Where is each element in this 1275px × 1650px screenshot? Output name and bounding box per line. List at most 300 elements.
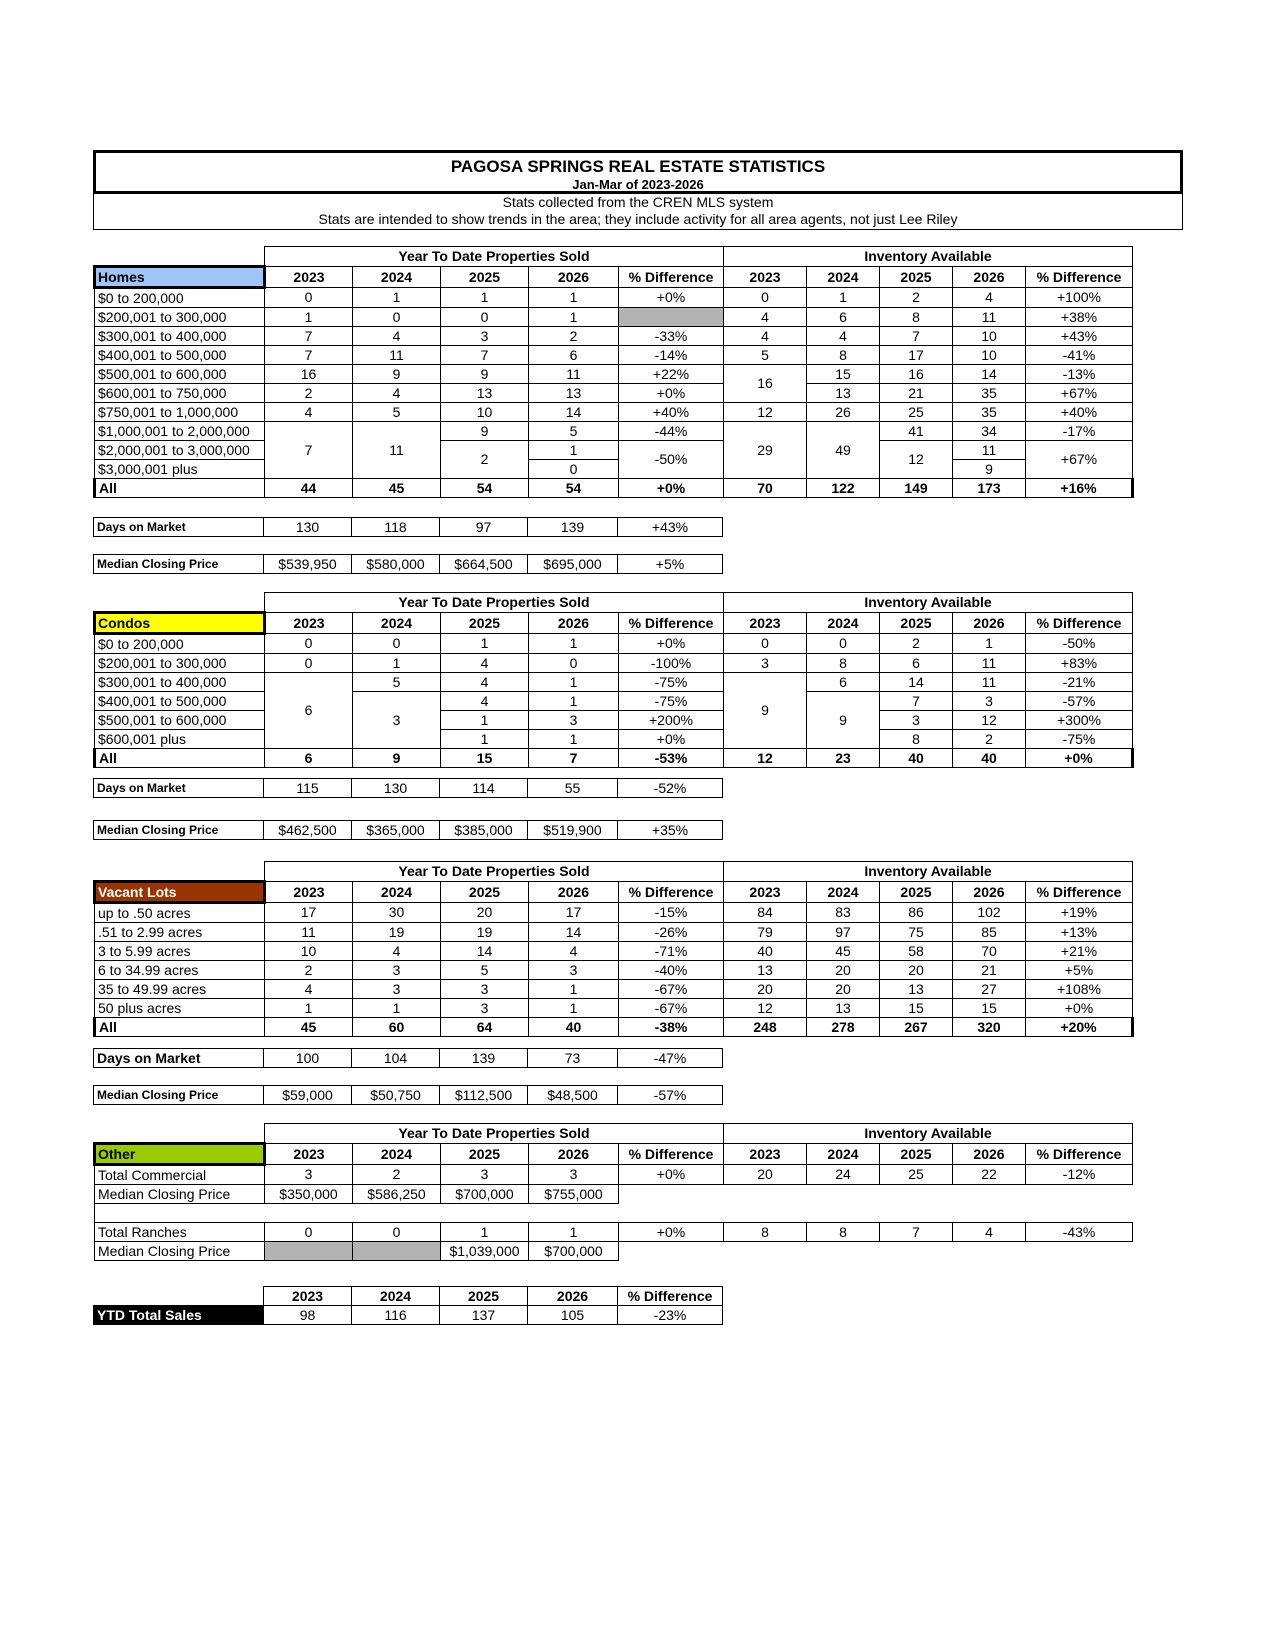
year-header: 2026 [953,612,1026,633]
cell: $700,000 [441,1184,529,1203]
cell: -75% [619,691,724,710]
cell: 2 [353,1164,441,1184]
cell-merged: 16 [724,364,807,402]
cell: 9 [353,748,441,767]
row-label: Days on Market [94,518,264,537]
year-header: 2026 [528,1287,618,1306]
year-header: 2025 [880,1143,953,1164]
table-row [95,440,1133,459]
cell: 6 [807,672,880,691]
cell: 0 [807,633,880,653]
cell: 8 [880,307,953,326]
vacant-lots-table [93,861,1134,1037]
cell: 149 [880,478,953,497]
cell: 3 [529,960,619,979]
cell: 41 [880,421,953,440]
table-row [95,998,1133,1017]
row-label: $200,001 to 300,000 [95,307,265,326]
cell: 64 [441,1017,529,1036]
cell: 73 [528,1049,618,1068]
cell: 1 [529,287,619,307]
cell: 44 [265,478,353,497]
cell: $700,000 [529,1241,619,1260]
cell: -67% [619,979,724,998]
year-header: 2025 [441,612,529,633]
cell: 3 [441,979,529,998]
row-label: Median Closing Price [94,555,264,574]
row-label: $2,000,001 to 3,000,000 [95,440,265,459]
cell: 1 [529,691,619,710]
diff-header: % Difference [1026,881,1133,902]
cell: 2 [529,326,619,345]
cell: +38% [1026,307,1133,326]
year-header: 2024 [807,1143,880,1164]
cell: 0 [265,633,353,653]
row-label: $1,000,001 to 2,000,000 [95,421,265,440]
cell: 130 [264,518,352,537]
cell: +16% [1026,478,1133,497]
year-header: 2025 [441,266,529,287]
homes-table [93,246,1134,498]
diff-header: % Difference [1026,1143,1133,1164]
cell: 11 [353,345,441,364]
cell: 9 [441,421,529,440]
cell: 40 [529,1017,619,1036]
cell: 58 [880,941,953,960]
cell: 83 [807,902,880,922]
year-header: 2026 [953,266,1026,287]
cell-empty [619,307,724,326]
row-label: 6 to 34.99 acres [95,960,265,979]
cell: 1 [353,287,441,307]
cell: 1 [353,653,441,672]
cell: 114 [440,779,528,798]
cell: 35 [953,402,1026,421]
row-label: $3,000,001 plus [95,459,265,478]
lots-median-price [93,1085,723,1105]
cell: 3 [265,1164,353,1184]
cell: 14 [953,364,1026,383]
cell: 4 [724,307,807,326]
cell: 11 [953,440,1026,459]
cell: 1 [441,1222,529,1241]
table-row [95,979,1133,998]
cell: 1 [441,633,529,653]
cell: 1 [441,710,529,729]
table-row [95,345,1133,364]
cell: 2 [265,960,353,979]
year-header: 2023 [265,881,353,902]
cell: 13 [807,998,880,1017]
table-row [95,941,1133,960]
cell: -52% [618,779,723,798]
year-header: 2023 [264,1287,352,1306]
cell: 6 [807,307,880,326]
year-header: 2023 [265,266,353,287]
cell-merged: 12 [880,440,953,478]
cell: 15 [441,748,529,767]
table-row [95,653,1133,672]
row-label: Median Closing Price [94,1086,264,1105]
cell: 16 [880,364,953,383]
table-row [95,307,1133,326]
cell: 15 [953,998,1026,1017]
table-row [95,922,1133,941]
cell: 24 [807,1164,880,1184]
cell: 45 [353,478,441,497]
cell: 11 [953,672,1026,691]
cell: 54 [529,478,619,497]
cell: +0% [619,383,724,402]
table-row [95,902,1133,922]
cell: 8 [724,1222,807,1241]
cell-merged: 7 [265,421,353,478]
homes-category-label: Homes [95,266,265,287]
cell: 8 [807,653,880,672]
cell: 14 [529,402,619,421]
homes-days-on-market [93,517,723,537]
cell: 11 [265,922,353,941]
cell: +0% [619,478,724,497]
cell: 8 [807,345,880,364]
other-category-label: Other [95,1143,265,1164]
cell-empty [353,1241,441,1260]
cell: 15 [880,998,953,1017]
diff-header: % Difference [619,881,724,902]
cell: 9 [353,364,441,383]
cell: $385,000 [440,821,528,840]
cell: 45 [265,1017,353,1036]
cell: 2 [953,729,1026,748]
cell: 55 [528,779,618,798]
disclaimer-note: Stats are intended to show trends in the area; they include activity for all area agents, not just Lee Riley [318,211,958,227]
cell: +0% [619,729,724,748]
cell-merged: -50% [619,440,724,478]
cell: -21% [1026,672,1133,691]
cell: 7 [441,345,529,364]
table-row [95,691,1133,710]
report-notes [93,194,1183,230]
cell: 14 [441,941,529,960]
cell: 105 [528,1306,618,1325]
cell: 40 [724,941,807,960]
cell: 173 [953,478,1026,497]
cell: +0% [619,1222,724,1241]
cell: +300% [1026,710,1133,729]
cell: -23% [618,1306,723,1325]
cell: 0 [529,459,619,478]
year-header: 2024 [353,612,441,633]
cell: 30 [353,902,441,922]
cell-merged: +67% [1026,440,1133,478]
sold-group-header: Year To Date Properties Sold [265,247,724,267]
year-header: 2026 [529,881,619,902]
cell: 20 [441,902,529,922]
table-row [95,287,1133,307]
cell: 86 [880,902,953,922]
cell: 1 [953,633,1026,653]
cell: 8 [880,729,953,748]
ytd-total-table [93,1286,723,1325]
cell: 13 [529,383,619,402]
cell: 4 [441,672,529,691]
cell: 7 [265,345,353,364]
cell: 27 [953,979,1026,998]
cell: 7 [880,326,953,345]
table-row [95,633,1133,653]
cell: 17 [265,902,353,922]
cell: $519,900 [528,821,618,840]
table-row-total [95,1017,1133,1036]
year-header: 2025 [880,612,953,633]
cell: $50,750 [352,1086,440,1105]
table-row [95,1241,1133,1260]
cell: 20 [807,979,880,998]
cell: 20 [807,960,880,979]
cell: 4 [353,326,441,345]
cell: 5 [529,421,619,440]
year-header: 2026 [953,1143,1026,1164]
row-label: All [95,1017,265,1036]
cell: $59,000 [264,1086,352,1105]
table-row [94,1306,723,1325]
cell: 1 [529,729,619,748]
cell: +0% [619,633,724,653]
year-header: 2023 [265,1143,353,1164]
cell: 139 [440,1049,528,1068]
cell: +43% [1026,326,1133,345]
table-row [95,459,1133,478]
row-label: .51 to 2.99 acres [95,922,265,941]
row-label: $0 to 200,000 [95,633,265,653]
year-header: 2025 [441,1143,529,1164]
cell: 40 [953,748,1026,767]
cell: 45 [807,941,880,960]
cell: 104 [352,1049,440,1068]
cell: 7 [880,1222,953,1241]
report-period: Jan-Mar of 2023-2026 [572,177,704,192]
cell: 267 [880,1017,953,1036]
cell: +19% [1026,902,1133,922]
row-label: $400,001 to 500,000 [95,345,265,364]
row-label: $300,001 to 400,000 [95,326,265,345]
report-page [93,150,1183,1323]
cell: -12% [1026,1164,1133,1184]
cell: 100 [264,1049,352,1068]
row-label: Median Closing Price [95,1184,265,1203]
sold-group-header: Year To Date Properties Sold [265,862,724,882]
cell: +0% [1026,748,1133,767]
cell: 6 [529,345,619,364]
cell: 7 [265,326,353,345]
cell: 1 [807,287,880,307]
cell: 12 [724,402,807,421]
cell: 1 [529,672,619,691]
table-row [95,1184,1133,1203]
cell: +108% [1026,979,1133,998]
table-row [95,364,1133,383]
cell: $462,500 [264,821,352,840]
cell: 2 [265,383,353,402]
cell: -15% [619,902,724,922]
cell: 11 [953,307,1026,326]
year-header: 2024 [353,266,441,287]
cell: -26% [619,922,724,941]
cell: 139 [528,518,618,537]
cell: +83% [1026,653,1133,672]
cell: 40 [880,748,953,767]
cell: 4 [265,979,353,998]
cell: -14% [619,345,724,364]
cell: 2 [880,633,953,653]
homes-median-price [93,554,723,574]
cell: 7 [529,748,619,767]
cell: $1,039,000 [441,1241,529,1260]
condos-days-on-market [93,778,723,798]
cell: 26 [807,402,880,421]
row-label: $600,001 to 750,000 [95,383,265,402]
cell: -44% [619,421,724,440]
cell: 13 [441,383,529,402]
cell-merged: 2 [441,440,529,478]
row-label: Total Commercial [95,1164,265,1184]
cell: 4 [441,691,529,710]
cell: 13 [807,383,880,402]
cell: 3 [953,691,1026,710]
cell: 0 [265,1222,353,1241]
cell: 21 [880,383,953,402]
cell: 21 [953,960,1026,979]
cell: 115 [264,779,352,798]
cell: $365,000 [352,821,440,840]
cell: 16 [265,364,353,383]
cell: $664,500 [440,555,528,574]
cell: 8 [807,1222,880,1241]
cell: +22% [619,364,724,383]
cell: -47% [618,1049,723,1068]
report-title: PAGOSA SPRINGS REAL ESTATE STATISTICS [450,157,826,176]
cell: 10 [441,402,529,421]
cell: 5 [441,960,529,979]
cell: 98 [264,1306,352,1325]
cell: 118 [352,518,440,537]
cell: 4 [724,326,807,345]
cell: $48,500 [528,1086,618,1105]
cell: +100% [1026,287,1133,307]
cell: 4 [953,1222,1026,1241]
cell: -67% [619,998,724,1017]
cell: +40% [1026,402,1133,421]
cell: 79 [724,922,807,941]
cell: 0 [265,653,353,672]
diff-header: % Difference [1026,612,1133,633]
cell-merged: 11 [353,421,441,478]
cell: 1 [265,307,353,326]
year-header: 2024 [807,881,880,902]
year-header: 2025 [880,266,953,287]
cell: 60 [353,1017,441,1036]
cell: -75% [619,672,724,691]
cell: 11 [529,364,619,383]
table-row [95,729,1133,748]
cell: 10 [953,345,1026,364]
row-label: up to .50 acres [95,902,265,922]
table-row [95,326,1133,345]
cell: 0 [265,287,353,307]
cell: 3 [724,653,807,672]
cell: 34 [953,421,1026,440]
cell: +200% [619,710,724,729]
cell: 35 [953,383,1026,402]
cell: 0 [353,1222,441,1241]
cell-merged: 9 [724,672,807,748]
cell: 248 [724,1017,807,1036]
cell: -13% [1026,364,1133,383]
year-header: 2023 [724,266,807,287]
table-row [95,421,1133,440]
cell: -33% [619,326,724,345]
inventory-group-header: Inventory Available [724,1124,1133,1144]
cell: 1 [441,729,529,748]
cell: 25 [880,402,953,421]
cell: $580,000 [352,555,440,574]
cell: +20% [1026,1017,1133,1036]
table-row [95,672,1133,691]
diff-header: % Difference [1026,266,1133,287]
row-label: $200,001 to 300,000 [95,653,265,672]
cell: 20 [724,1164,807,1184]
cell: 75 [880,922,953,941]
cell: 3 [529,1164,619,1184]
row-label: $600,001 plus [95,729,265,748]
row-label: All [95,748,265,767]
table-row [95,1164,1133,1184]
year-header: 2024 [353,1143,441,1164]
cell: 10 [953,326,1026,345]
cell: +67% [1026,383,1133,402]
other-table [93,1123,1133,1261]
cell-merged: 29 [724,421,807,478]
cell: 4 [265,402,353,421]
cell: 11 [953,653,1026,672]
year-header: 2024 [807,266,880,287]
source-note: Stats collected from the CREN MLS system [502,194,774,210]
cell: 1 [265,998,353,1017]
report-header [93,150,1183,194]
cell: 3 [880,710,953,729]
row-label: Days on Market [94,779,264,798]
year-header: 2025 [441,881,529,902]
cell: -53% [619,748,724,767]
cell: 13 [724,960,807,979]
cell: 85 [953,922,1026,941]
cell: -17% [1026,421,1133,440]
cell: +40% [619,402,724,421]
ytd-total-label: YTD Total Sales [94,1306,264,1325]
table-row [95,1222,1133,1241]
sold-group-header: Year To Date Properties Sold [265,1124,724,1144]
cell-merged: 49 [807,421,880,478]
table-row [95,383,1133,402]
cell: 20 [724,979,807,998]
cell: 7 [880,691,953,710]
cell: $695,000 [528,555,618,574]
cell: $755,000 [529,1184,619,1203]
cell-merged: 9 [807,691,880,748]
cell: 0 [724,633,807,653]
row-label: 35 to 49.99 acres [95,979,265,998]
cell: +21% [1026,941,1133,960]
